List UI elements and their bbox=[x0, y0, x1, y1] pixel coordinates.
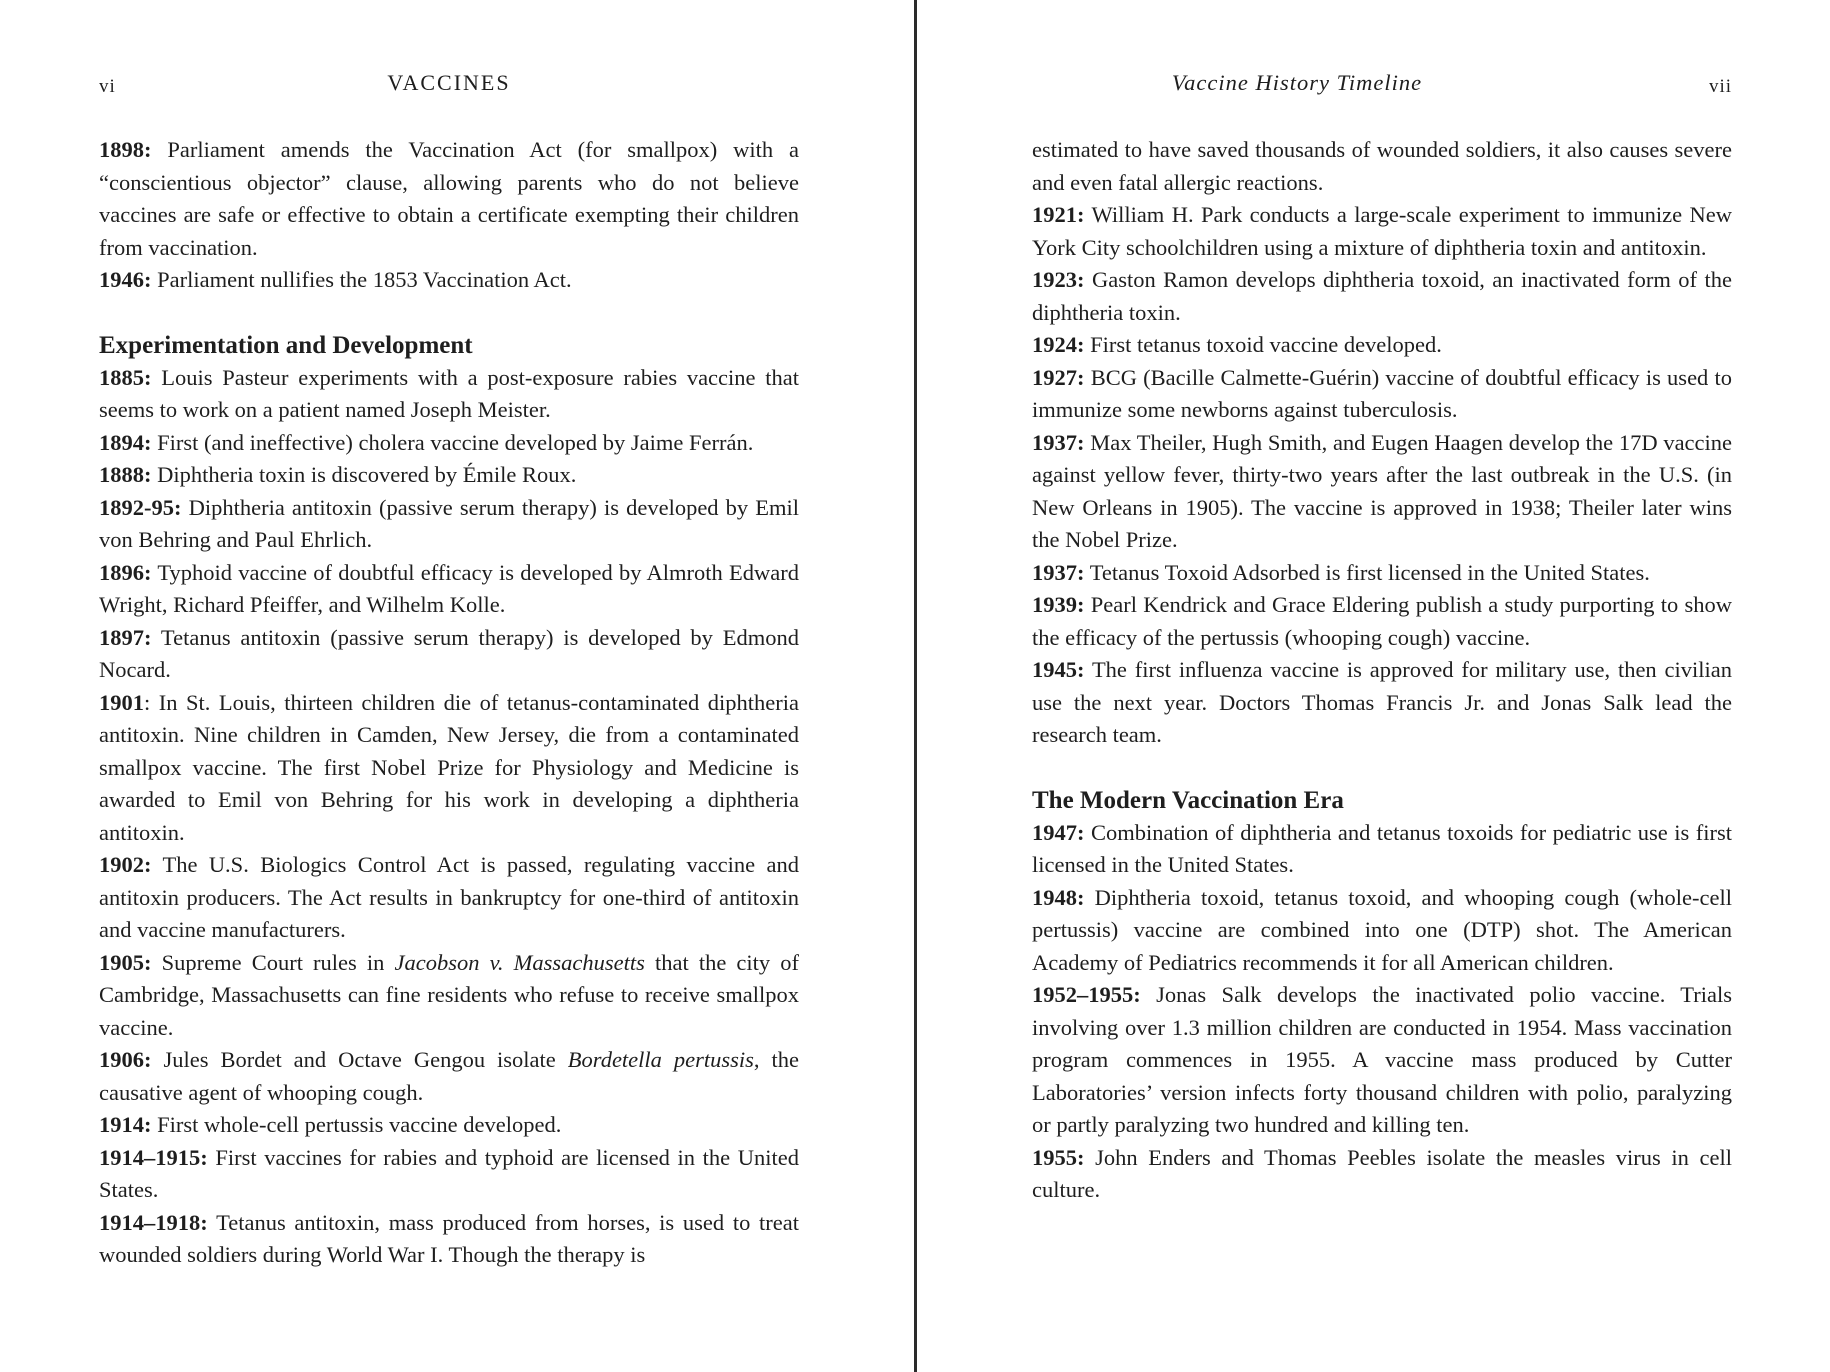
timeline-entry: 1955: John Enders and Thomas Peebles isolate the measles virus in cell culture. bbox=[1032, 1144, 1732, 1202]
section-heading: Experimentation and Development bbox=[99, 331, 473, 359]
timeline-entry: 1914: First whole-cell pertussis vaccine developed. bbox=[99, 1112, 562, 1137]
timeline-entry: 1921: William H. Park conducts a large-scale experiment to immunize New York City schoolchildren using a mixture of diphtheria toxin and antitoxin. bbox=[1032, 202, 1733, 260]
timeline-entry: 1888: Diphtheria toxin is discovered by Émile Roux. bbox=[99, 462, 577, 487]
running-head-title: VACCINES bbox=[387, 70, 511, 95]
timeline-entry: 1902: The U.S. Biologics Control Act is passed, regulating vaccine and antitoxin producers. The Act results in bankruptcy for one-third of antitoxin and vaccine manufacturers. bbox=[99, 852, 800, 942]
timeline-entry: 1896: Typhoid vaccine of doubtful efficacy is developed by Almroth Edward Wright, Richard Pfeiffer, and Wilhelm Kolle. bbox=[99, 559, 799, 617]
timeline-entry: 1894: First (and ineffective) cholera vaccine developed by Jaime Ferrán. bbox=[99, 429, 754, 455]
continuation-text: estimated to have saved thousands of wounded soldiers, it also causes severe and even fatal allergic reactions. bbox=[1032, 137, 1732, 195]
timeline-entry: 1945: The first influenza vaccine is approved for military use, then civilian use the next year. Doctors Thomas Francis Jr. and Jonas Salk lead the research team. bbox=[1032, 657, 1733, 747]
timeline-entry: 1906: Jules Bordet and Octave Gengou isolate Bordetella pertussis, the causative agent of whooping cough. bbox=[99, 1047, 800, 1105]
timeline-entry: 1892-95: Diphtheria antitoxin (passive serum therapy) is developed by Emil von Behring and Paul Ehrlich. bbox=[99, 494, 800, 552]
right-page bbox=[917, 0, 1830, 1372]
page-number: vii bbox=[1708, 76, 1732, 97]
timeline-entry: 1937: Max Theiler, Hugh Smith, and Eugen Haagen develop the 17D vaccine against yellow fever, thirty-two years after the last outbreak in the U.S. (in New Orleans in 1905). The vaccine is approved in 1938; Theiler later wins the Nobel Prize. bbox=[1032, 429, 1733, 552]
timeline-entry: 1898: Parliament amends the Vaccination Act (for smallpox) with a “conscientious objector” clause, allowing parents who do not believe vaccines are safe or effective to obtain a certificate exempting their children from vaccination. bbox=[99, 137, 800, 260]
running-head bbox=[1032, 70, 1732, 104]
page-number: vi bbox=[99, 76, 116, 97]
timeline-entry: 1885: Louis Pasteur experiments with a post-exposure rabies vaccine that seems to work on a patient named Joseph Meister. bbox=[99, 364, 799, 422]
timeline-entry: 1952–1955: Jonas Salk develops the inactivated polio vaccine. Trials involving over 1.3 million children are conducted in 1954. Mass vaccination program commences in 1955. A vaccine mass produced by Cutter Laboratories’ version infects forty thousand children with polio, paralyzing or partly paralyzing two hundred and killing ten. bbox=[1032, 982, 1733, 1137]
running-head-title: Vaccine History Timeline bbox=[1171, 70, 1423, 95]
timeline-entry: 1901: In St. Louis, thirteen children die of tetanus-contaminated diphtheria antitoxin. Nine children in Camden, New Jersey, die from a contaminated smallpox vaccine. The first Nobel Prize for Physiology and Medicine is awarded to Emil von Behring for his work in developing a diphtheria antitoxin. bbox=[99, 689, 799, 845]
section-heading: The Modern Vaccination Era bbox=[1032, 786, 1344, 814]
timeline-entry: 1905: Supreme Court rules in Jacobson v. Massachusetts that the city of Cambridge, Massachusetts can fine residents who refuse to receive smallpox vaccine. bbox=[99, 949, 799, 1040]
timeline-entry: 1914–1918: Tetanus antitoxin, mass produced from horses, is used to treat wounded soldiers during World War I. Though the therapy is bbox=[99, 1209, 800, 1267]
timeline-entry: 1937: Tetanus Toxoid Adsorbed is first licensed in the United States. bbox=[1032, 559, 1650, 585]
body-text bbox=[99, 134, 799, 1272]
timeline-entry: 1914–1915: First vaccines for rabies and typhoid are licensed in the United States. bbox=[99, 1144, 800, 1202]
timeline-entry: 1897: Tetanus antitoxin (passive serum therapy) is developed by Edmond Nocard. bbox=[99, 624, 799, 682]
running-head bbox=[99, 70, 799, 104]
timeline-entry: 1924: First tetanus toxoid vaccine developed. bbox=[1032, 332, 1442, 357]
timeline-entry: 1927: BCG (Bacille Calmette-Guérin) vaccine of doubtful efficacy is used to immunize some newborns against tuberculosis. bbox=[1032, 364, 1732, 422]
timeline-entry: 1948: Diphtheria toxoid, tetanus toxoid, and whooping cough (whole-cell pertussis) vaccine are combined into one (DTP) shot. The American Academy of Pediatrics recommends it for all American children. bbox=[1032, 884, 1732, 975]
timeline-entry: 1923: Gaston Ramon develops diphtheria toxoid, an inactivated form of the diphtheria toxin. bbox=[1032, 267, 1732, 325]
timeline-entry: 1946: Parliament nullifies the 1853 Vaccination Act. bbox=[99, 267, 572, 292]
body-text bbox=[1032, 134, 1732, 1207]
timeline-entry: 1939: Pearl Kendrick and Grace Eldering publish a study purporting to show the efficacy of the pertussis (whooping cough) vaccine. bbox=[1032, 592, 1732, 650]
timeline-entry: 1947: Combination of diphtheria and tetanus toxoids for pediatric use is first licensed in the United States. bbox=[1032, 819, 1733, 877]
